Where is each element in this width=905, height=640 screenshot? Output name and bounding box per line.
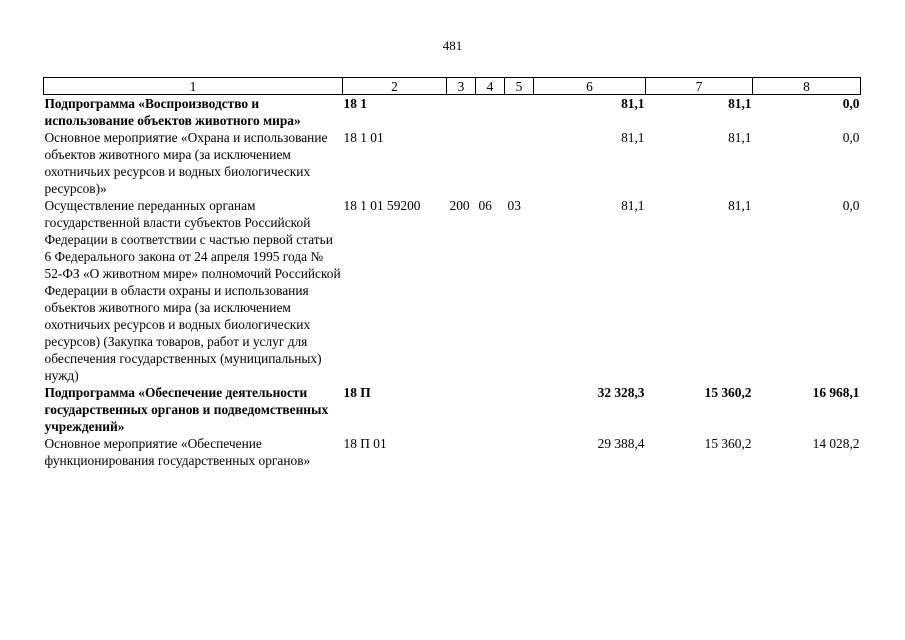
row-value-6: 81,1 xyxy=(621,198,645,213)
row-col4 xyxy=(476,384,505,435)
row-value-7: 15 360,2 xyxy=(704,385,752,400)
column-header-2: 2 xyxy=(343,78,447,95)
row-col4 xyxy=(476,95,505,130)
row-col4 xyxy=(476,129,505,197)
column-header-3: 3 xyxy=(447,78,476,95)
column-header-5: 5 xyxy=(505,78,534,95)
row-col4 xyxy=(476,435,505,469)
row-value-6: 81,1 xyxy=(621,96,645,111)
row-name: Осуществление переданных органам государственной власти субъектов Российской Федерации в соответствии с частью первой статьи 6 Федерального закона от 24 апреля 1995 года № 52-ФЗ «О животном мире» полномочий Российской Федерации в области охраны и использования объектов животного мира (за исключением охотничьих ресурсов и водных биологических ресурсов) (Закупка товаров, работ и услуг для обеспечения государственных (муниципальных) нужд) xyxy=(44,198,341,383)
row-col3 xyxy=(447,129,476,197)
column-header-1: 1 xyxy=(44,78,343,95)
page-number: 481 xyxy=(442,38,463,53)
column-header-7: 7 xyxy=(646,78,753,95)
table-header-row xyxy=(44,78,861,95)
row-value-8: 0,0 xyxy=(842,130,860,145)
row-col5 xyxy=(505,95,534,130)
row-code: 18 П 01 xyxy=(343,436,387,451)
row-value-6: 29 388,4 xyxy=(597,436,645,451)
row-value-7: 81,1 xyxy=(728,130,752,145)
row-col3: 200 xyxy=(449,198,470,213)
row-value-7: 81,1 xyxy=(728,198,752,213)
table-row xyxy=(44,435,861,469)
column-header-4: 4 xyxy=(476,78,505,95)
row-value-6: 32 328,3 xyxy=(597,385,645,400)
row-col5 xyxy=(505,384,534,435)
row-name: Основное мероприятие «Обеспечение функционирования государственных органов» xyxy=(44,436,311,468)
budget-table xyxy=(43,77,861,469)
row-col5: 03 xyxy=(507,198,521,213)
table-row xyxy=(44,197,861,384)
row-col3 xyxy=(447,95,476,130)
row-col5 xyxy=(505,129,534,197)
row-code: 18 1 01 xyxy=(343,130,384,145)
row-name: Подпрограмма «Воспроизводство и использование объектов животного мира» xyxy=(44,96,301,128)
row-name: Подпрограмма «Обеспечение деятельности государственных органов и подведомственных учреждений» xyxy=(44,385,329,434)
column-header-6: 6 xyxy=(534,78,646,95)
table-row xyxy=(44,129,861,197)
row-value-8: 16 968,1 xyxy=(812,385,860,400)
row-value-8: 0,0 xyxy=(842,198,860,213)
row-value-7: 15 360,2 xyxy=(704,436,752,451)
column-header-8: 8 xyxy=(753,78,861,95)
row-name: Основное мероприятие «Охрана и использование объектов животного мира (за исключением охотничьих ресурсов и водных биологических ресурсов)» xyxy=(44,130,328,196)
table-row xyxy=(44,384,861,435)
table-row xyxy=(44,95,861,130)
row-col3 xyxy=(447,384,476,435)
row-col3 xyxy=(447,435,476,469)
row-code: 18 1 xyxy=(343,96,367,111)
row-value-7: 81,1 xyxy=(728,96,752,111)
row-value-6: 81,1 xyxy=(621,130,645,145)
row-col5 xyxy=(505,435,534,469)
row-code: 18 1 01 59200 xyxy=(343,198,421,213)
row-col4: 06 xyxy=(478,198,492,213)
row-value-8: 14 028,2 xyxy=(812,436,860,451)
row-code: 18 П xyxy=(343,385,371,400)
row-value-8: 0,0 xyxy=(842,96,860,111)
